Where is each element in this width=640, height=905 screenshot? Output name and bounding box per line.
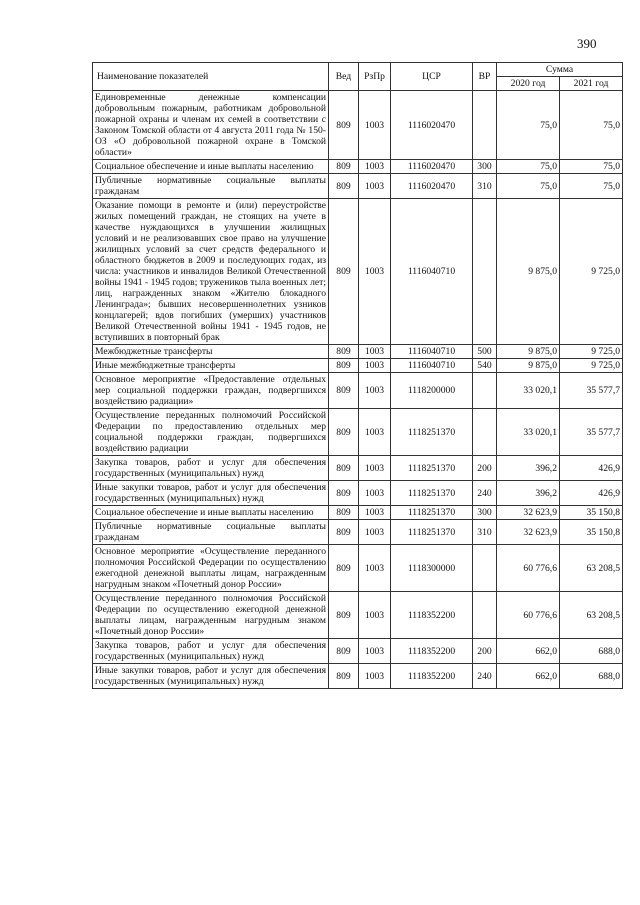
cell-ved: 809 (329, 520, 359, 545)
cell-ved: 809 (329, 481, 359, 506)
cell-rzpr: 1003 (359, 91, 391, 160)
cell-2020: 396,2 (497, 481, 560, 506)
cell-csr: 1116040710 (391, 359, 473, 373)
cell-ved: 809 (329, 639, 359, 664)
cell-name: Основное мероприятие «Предоставление отдельных мер социальной поддержки граждан, подвергшихся воздействию радиации» (93, 373, 329, 409)
cell-name: Осуществление переданных полномочий Российской Федерации по предоставлению отдельных мер социальной поддержки граждан, подвергшихся воздействию радиации (93, 409, 329, 456)
table-row (93, 664, 623, 689)
cell-ved: 809 (329, 506, 359, 520)
cell-csr: 1118352200 (391, 592, 473, 639)
cell-2021: 9 725,0 (560, 199, 623, 345)
cell-csr: 1116020470 (391, 160, 473, 174)
table-row (93, 520, 623, 545)
header-year-2021: 2021 год (560, 77, 623, 91)
cell-2020: 75,0 (497, 174, 560, 199)
cell-2021: 75,0 (560, 174, 623, 199)
cell-rzpr: 1003 (359, 592, 391, 639)
cell-name: Публичные нормативные социальные выплаты гражданам (93, 174, 329, 199)
cell-2020: 60 776,6 (497, 545, 560, 592)
cell-ved: 809 (329, 359, 359, 373)
cell-vr: 300 (473, 506, 497, 520)
cell-name: Иные межбюджетные трансферты (93, 359, 329, 373)
cell-2021: 35 150,8 (560, 520, 623, 545)
table-row (93, 481, 623, 506)
cell-rzpr: 1003 (359, 545, 391, 592)
cell-name: Социальное обеспечение и иные выплаты населению (93, 506, 329, 520)
cell-csr: 1118251370 (391, 520, 473, 545)
cell-csr: 1118251370 (391, 506, 473, 520)
cell-2021: 35 577,7 (560, 373, 623, 409)
cell-rzpr: 1003 (359, 456, 391, 481)
cell-ved: 809 (329, 91, 359, 160)
cell-vr: 300 (473, 160, 497, 174)
cell-2021: 426,9 (560, 481, 623, 506)
header-ved: Вед (329, 63, 359, 91)
cell-name: Иные закупки товаров, работ и услуг для обеспечения государственных (муниципальных) нужд (93, 664, 329, 689)
cell-csr: 1118251370 (391, 456, 473, 481)
cell-2021: 688,0 (560, 664, 623, 689)
cell-name: Закупка товаров, работ и услуг для обеспечения государственных (муниципальных) нужд (93, 456, 329, 481)
table-row (93, 545, 623, 592)
cell-csr: 1118352200 (391, 664, 473, 689)
cell-2021: 35 577,7 (560, 409, 623, 456)
cell-vr: 240 (473, 481, 497, 506)
cell-2020: 396,2 (497, 456, 560, 481)
cell-2021: 426,9 (560, 456, 623, 481)
cell-vr: 200 (473, 456, 497, 481)
cell-ved: 809 (329, 664, 359, 689)
header-csr: ЦСР (391, 63, 473, 91)
table-row (93, 506, 623, 520)
table-row (93, 174, 623, 199)
cell-2020: 9 875,0 (497, 359, 560, 373)
cell-csr: 1118352200 (391, 639, 473, 664)
header-rzpr: РзПр (359, 63, 391, 91)
cell-vr (473, 91, 497, 160)
cell-name: Иные закупки товаров, работ и услуг для обеспечения государственных (муниципальных) нужд (93, 481, 329, 506)
table-row (93, 359, 623, 373)
cell-rzpr: 1003 (359, 409, 391, 456)
cell-vr (473, 409, 497, 456)
cell-csr: 1118251370 (391, 481, 473, 506)
cell-2020: 32 623,9 (497, 520, 560, 545)
budget-table (92, 62, 623, 689)
table-header (93, 63, 623, 91)
cell-vr: 540 (473, 359, 497, 373)
table-row (93, 456, 623, 481)
cell-ved: 809 (329, 199, 359, 345)
cell-rzpr: 1003 (359, 345, 391, 359)
cell-name: Осуществление переданного полномочия Российской Федерации по осуществлению ежегодной денежной выплаты лицам, награжденным нагрудным знаком «Почетный донор России» (93, 592, 329, 639)
header-year-2020: 2020 год (497, 77, 560, 91)
table-row (93, 160, 623, 174)
cell-name: Закупка товаров, работ и услуг для обеспечения государственных (муниципальных) нужд (93, 639, 329, 664)
cell-ved: 809 (329, 174, 359, 199)
cell-ved: 809 (329, 373, 359, 409)
cell-vr (473, 545, 497, 592)
cell-ved: 809 (329, 409, 359, 456)
cell-rzpr: 1003 (359, 520, 391, 545)
cell-2021: 75,0 (560, 91, 623, 160)
cell-2021: 9 725,0 (560, 345, 623, 359)
cell-rzpr: 1003 (359, 664, 391, 689)
cell-ved: 809 (329, 456, 359, 481)
cell-2021: 688,0 (560, 639, 623, 664)
cell-name: Единовременные денежные компенсации добровольным пожарным, работникам добровольной пожарной охраны и членам их семей в соответствии с Законом Томской области от 4 августа 2011 года № 150-ОЗ «О добровольной пожарной охране в Томской области» (93, 91, 329, 160)
cell-csr: 1116020470 (391, 91, 473, 160)
cell-vr: 310 (473, 174, 497, 199)
cell-rzpr: 1003 (359, 481, 391, 506)
table-row (93, 639, 623, 664)
cell-csr: 1116040710 (391, 345, 473, 359)
table-row (93, 409, 623, 456)
cell-vr: 200 (473, 639, 497, 664)
cell-rzpr: 1003 (359, 160, 391, 174)
cell-name: Социальное обеспечение и иные выплаты населению (93, 160, 329, 174)
cell-vr: 240 (473, 664, 497, 689)
cell-rzpr: 1003 (359, 199, 391, 345)
cell-2020: 662,0 (497, 664, 560, 689)
cell-2020: 32 623,9 (497, 506, 560, 520)
cell-csr: 1116020470 (391, 174, 473, 199)
table-row (93, 199, 623, 345)
cell-csr: 1116040710 (391, 199, 473, 345)
cell-rzpr: 1003 (359, 174, 391, 199)
cell-vr: 500 (473, 345, 497, 359)
table-row (93, 345, 623, 359)
cell-2020: 60 776,6 (497, 592, 560, 639)
header-name: Наименование показателей (93, 63, 329, 91)
cell-2021: 9 725,0 (560, 359, 623, 373)
cell-csr: 1118251370 (391, 409, 473, 456)
cell-rzpr: 1003 (359, 506, 391, 520)
cell-ved: 809 (329, 592, 359, 639)
cell-vr (473, 373, 497, 409)
cell-name: Межбюджетные трансферты (93, 345, 329, 359)
cell-2020: 75,0 (497, 91, 560, 160)
cell-rzpr: 1003 (359, 359, 391, 373)
cell-vr: 310 (473, 520, 497, 545)
cell-2020: 75,0 (497, 160, 560, 174)
cell-csr: 1118300000 (391, 545, 473, 592)
table-body (93, 91, 623, 689)
cell-ved: 809 (329, 545, 359, 592)
cell-ved: 809 (329, 345, 359, 359)
table-row (93, 91, 623, 160)
cell-2020: 9 875,0 (497, 199, 560, 345)
cell-rzpr: 1003 (359, 373, 391, 409)
header-sum: Сумма (497, 63, 623, 77)
cell-name: Оказание помощи в ремонте и (или) переустройстве жилых помещений граждан, не стоящих на учете в качестве нуждающихся в улучшении жилищных условий и не реализовавших свое право на улучшение жилищных условий за счет средств федерального и областного бюджетов в 2009 и последующих годах, из числа: участников и инвалидов Великой Отечественной войны 1941 - 1945 годов; тружеников тыла военных лет; лиц, награжденных знаком «Жителю блокадного Ленинграда»; бывших несовершеннолетних узников концлагерей; вдов погибших (умерших) участников Великой Отечественной войны 1941 - 1945 годов, не вступивших в повторный брак (93, 199, 329, 345)
cell-2021: 75,0 (560, 160, 623, 174)
cell-2020: 33 020,1 (497, 409, 560, 456)
cell-name: Основное мероприятие «Осуществление переданного полномочия Российской Федерации по осуществлению ежегодной денежной выплаты лицам, награжденным нагрудным знаком «Почетный донор России» (93, 545, 329, 592)
cell-ved: 809 (329, 160, 359, 174)
table-row (93, 592, 623, 639)
cell-name: Публичные нормативные социальные выплаты гражданам (93, 520, 329, 545)
cell-2020: 662,0 (497, 639, 560, 664)
cell-vr (473, 592, 497, 639)
page-number: 390 (577, 36, 597, 51)
cell-vr (473, 199, 497, 345)
cell-2020: 33 020,1 (497, 373, 560, 409)
cell-2021: 35 150,8 (560, 506, 623, 520)
cell-2021: 63 208,5 (560, 545, 623, 592)
cell-csr: 1118200000 (391, 373, 473, 409)
cell-rzpr: 1003 (359, 639, 391, 664)
table-row (93, 373, 623, 409)
cell-2020: 9 875,0 (497, 345, 560, 359)
cell-2021: 63 208,5 (560, 592, 623, 639)
header-vr: ВР (473, 63, 497, 91)
